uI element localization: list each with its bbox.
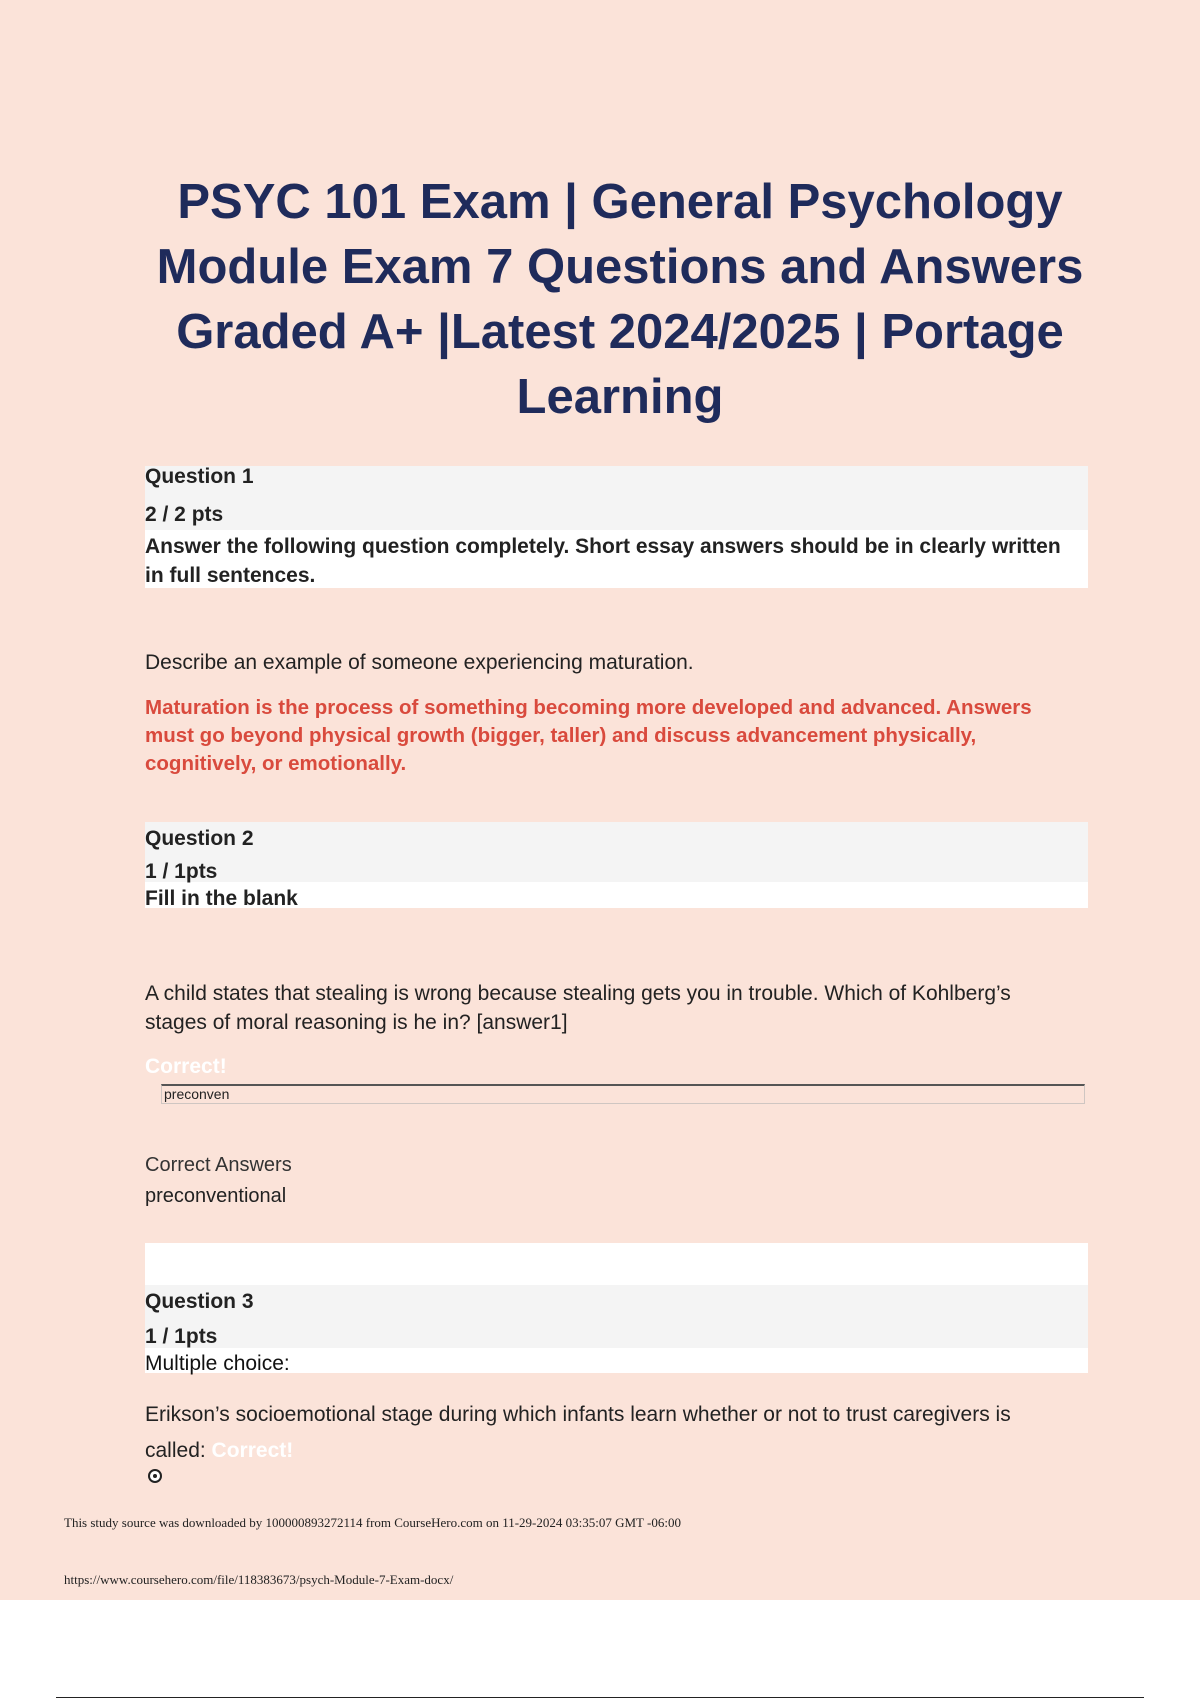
question-2-correct-label: Correct! (145, 1055, 227, 1078)
question-1-title: Question 1 (145, 465, 254, 488)
question-3-instruction: Multiple choice: (145, 1352, 290, 1375)
question-separator (145, 1243, 1088, 1285)
question-2-instruction: Fill in the blank (145, 887, 298, 910)
question-3-points: 1 / 1pts (145, 1325, 218, 1348)
question-3-prompt: Erikson’s socioemotional stage during which infants learn whether or not to trust caregivers is called: (145, 1403, 1011, 1462)
question-2-points: 1 / 1pts (145, 860, 218, 883)
answer1-input[interactable]: preconven (161, 1084, 1085, 1104)
question-2-prompt: A child states that stealing is wrong because stealing gets you in trouble. Which of Kohlberg’s stages of moral reasoning is he in? [answer1] (145, 982, 1011, 1034)
question-1-answer: Maturation is the process of something becoming more developed and advanced. Answers must go beyond physical growth (bigger, taller) and discuss advancement physically, cognitively, or emotionally. (145, 696, 1032, 775)
question-2-title: Question 2 (145, 827, 254, 850)
question-1-points: 2 / 2 pts (145, 503, 224, 526)
question-1-instruction: Answer the following question completely. Short essay answers should be in clearly written in full sentences. (145, 535, 1061, 587)
question-3-correct-label: Correct! (211, 1439, 294, 1462)
download-note: This study source was downloaded by 100000893272114 from CourseHero.com on 11-29-2024 03:35:07 GMT -06:00 (64, 1515, 681, 1530)
page-bottom-rule (56, 1697, 1144, 1698)
document-title: PSYC 101 Exam | General Psychology Module Exam 7 Questions and Answers Graded A+ |Latest 2024/2025 | Portage Learning (156, 175, 1084, 424)
question-3-prompt-block (145, 1397, 1075, 1469)
radio-option[interactable] (148, 1469, 162, 1483)
question-3-title: Question 3 (145, 1290, 254, 1313)
source-url[interactable]: https://www.coursehero.com/file/118383673/psych-Module-7-Exam-docx/ (64, 1572, 454, 1587)
correct-answers-label: Correct Answers (145, 1154, 292, 1176)
question-1-prompt: Describe an example of someone experiencing maturation. (145, 651, 694, 674)
correct-answer-value: preconventional (145, 1185, 287, 1207)
